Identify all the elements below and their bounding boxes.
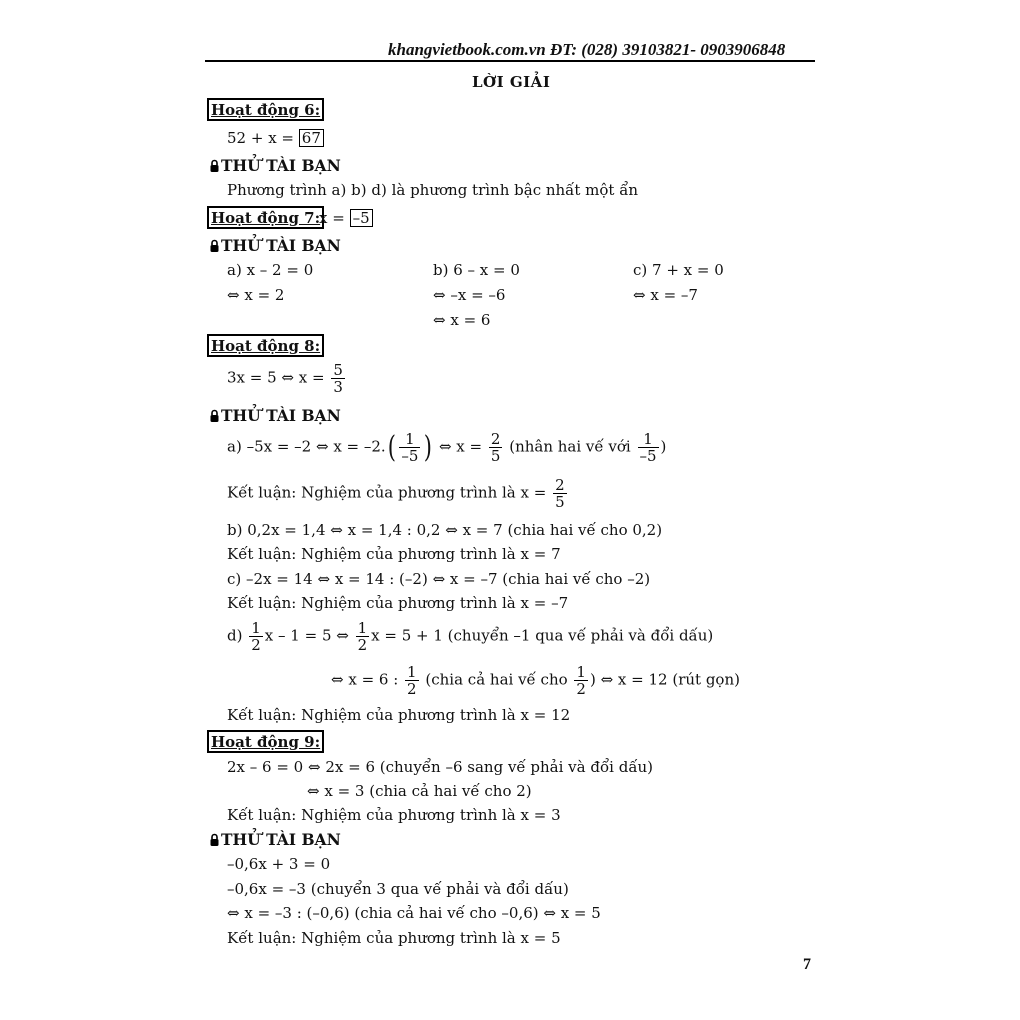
fraction bbox=[553, 477, 567, 510]
activity-9-heading bbox=[207, 730, 324, 753]
try-3-a bbox=[227, 431, 666, 464]
denominator: 5 bbox=[555, 493, 565, 511]
try-3-d-pre: d) bbox=[227, 626, 243, 645]
activity-6-eq: 52 + x = bbox=[227, 129, 294, 147]
activity-8-equation bbox=[227, 362, 347, 395]
try-4-conclusion: Kết luận: Nghiệm của phương trình là x = 5 bbox=[227, 929, 561, 947]
try-2-c1: c) 7 + x = 0 bbox=[633, 261, 724, 279]
try-heading-3 bbox=[210, 406, 341, 425]
try-heading-label: THỬ TÀI BẠN bbox=[221, 156, 341, 175]
try-2-a2: ⇔ x = 2 bbox=[227, 286, 285, 304]
header-contact: khangvietbook.com.vn ĐT: (028) 39103821- 0903906848 bbox=[388, 40, 786, 59]
activity-9-conclusion: Kết luận: Nghiệm của phương trình là x = 3 bbox=[227, 806, 561, 824]
try-2-b3: ⇔ x = 6 bbox=[433, 311, 491, 329]
activity-6-equation bbox=[227, 128, 324, 148]
try-2-b2: ⇔ –x = –6 bbox=[433, 286, 506, 304]
denominator: 2 bbox=[357, 636, 368, 654]
try-4-line-1: –0,6x + 3 = 0 bbox=[227, 855, 331, 873]
numerator: 1 bbox=[357, 619, 368, 637]
fraction bbox=[356, 620, 370, 653]
denominator: 2 bbox=[576, 680, 586, 698]
try-heading-label: THỬ TÀI BẠN bbox=[221, 236, 341, 255]
try-3-c-conclusion: Kết luận: Nghiệm của phương trình là x = –7 bbox=[227, 594, 569, 612]
try-3-a-mid: ⇔ x = bbox=[438, 437, 483, 456]
try-3-c: c) –2x = 14 ⇔ x = 14 : (–2) ⇔ x = –7 (chia hai vế cho –2) bbox=[227, 570, 651, 588]
lock-icon bbox=[210, 409, 219, 422]
fraction bbox=[249, 620, 263, 653]
fraction bbox=[489, 431, 503, 464]
activity-7-equation bbox=[319, 208, 373, 228]
denominator: 2 bbox=[251, 636, 261, 654]
try-3-b: b) 0,2x = 1,4 ⇔ x = 1,4 : 0,2 ⇔ x = 7 (chia hai vế cho 0,2) bbox=[227, 521, 663, 539]
activity-7-eq: x = bbox=[319, 209, 345, 227]
fraction bbox=[405, 664, 419, 697]
activity-8-eq: 3x = 5 ⇔ x = bbox=[227, 368, 325, 387]
fraction bbox=[574, 664, 588, 697]
try-heading-2 bbox=[210, 236, 341, 255]
numerator: 1 bbox=[251, 619, 261, 637]
page-number: 7 bbox=[803, 956, 811, 973]
try-3-d2-mid: (chia cả hai vế cho bbox=[425, 670, 568, 689]
open-paren: ( bbox=[387, 429, 396, 465]
denominator: 3 bbox=[333, 378, 343, 396]
try-3-a-close: ) bbox=[660, 437, 667, 456]
try-3-d-post: x = 5 + 1 (chuyển –1 qua vế phải và đổi dấu) bbox=[371, 626, 714, 645]
activity-7-answer: –5 bbox=[350, 209, 373, 227]
fraction bbox=[399, 431, 420, 464]
try-3-a-pre: a) –5x = –2 ⇔ x = –2. bbox=[227, 437, 386, 456]
numerator: 5 bbox=[333, 361, 343, 379]
try-3-d2-post: ) ⇔ x = 12 (rút gọn) bbox=[589, 670, 740, 689]
numerator: 1 bbox=[576, 663, 586, 681]
try-heading-4 bbox=[210, 830, 341, 849]
lock-icon bbox=[210, 159, 219, 172]
try-3-b-conclusion: Kết luận: Nghiệm của phương trình là x = 7 bbox=[227, 545, 561, 563]
activity-8-label: Hoạt động 8: bbox=[211, 337, 321, 355]
activity-7-label: Hoạt động 7: bbox=[211, 209, 321, 227]
conclusion-text: Kết luận: Nghiệm của phương trình là x = bbox=[227, 483, 547, 502]
activity-8-heading bbox=[207, 334, 324, 357]
try-heading-label: THỬ TÀI BẠN bbox=[221, 406, 341, 425]
activity-6-answer: 67 bbox=[299, 129, 324, 147]
try-2-c2: ⇔ x = –7 bbox=[633, 286, 698, 304]
try-heading-1 bbox=[210, 156, 341, 175]
try-3-a-conclusion bbox=[227, 477, 569, 510]
try-3-d-conclusion: Kết luận: Nghiệm của phương trình là x = 12 bbox=[227, 706, 571, 724]
numerator: 2 bbox=[555, 476, 565, 494]
lock-icon bbox=[210, 833, 219, 846]
try-3-a-post: (nhân hai vế với bbox=[509, 437, 631, 456]
numerator: 1 bbox=[405, 430, 415, 448]
try-3-d bbox=[227, 620, 713, 653]
activity-6-label: Hoạt động 6: bbox=[211, 101, 321, 119]
page-title: LỜI GIẢI bbox=[472, 73, 551, 91]
try-4-line-2: –0,6x = –3 (chuyển 3 qua vế phải và đổi dấu) bbox=[227, 880, 569, 898]
header-rule bbox=[205, 60, 815, 62]
denominator: –5 bbox=[401, 447, 419, 465]
close-paren: ) bbox=[424, 429, 433, 465]
try-3-d-mid: x – 1 = 5 ⇔ bbox=[264, 626, 349, 645]
activity-9-line-2: ⇔ x = 3 (chia cả hai vế cho 2) bbox=[307, 782, 532, 800]
numerator: 2 bbox=[490, 430, 501, 448]
try-3-d-step2 bbox=[331, 664, 740, 697]
lock-icon bbox=[210, 239, 219, 252]
numerator: 1 bbox=[643, 430, 653, 448]
denominator: 5 bbox=[490, 447, 501, 465]
activity-6-heading bbox=[207, 98, 324, 121]
try-2-b1: b) 6 – x = 0 bbox=[433, 261, 520, 279]
try-1-text: Phương trình a) b) d) là phương trình bậc nhất một ẩn bbox=[227, 181, 639, 199]
activity-9-label: Hoạt động 9: bbox=[211, 733, 321, 751]
numerator: 1 bbox=[407, 663, 417, 681]
denominator: –5 bbox=[639, 447, 657, 465]
activity-7-heading bbox=[207, 206, 324, 229]
fraction bbox=[331, 362, 345, 395]
activity-9-line-1: 2x – 6 = 0 ⇔ 2x = 6 (chuyển –6 sang vế phải và đổi dấu) bbox=[227, 758, 654, 776]
denominator: 2 bbox=[407, 680, 417, 698]
try-heading-label: THỬ TÀI BẠN bbox=[221, 830, 341, 849]
try-3-d2-pre: ⇔ x = 6 : bbox=[331, 670, 399, 689]
try-2-a1: a) x – 2 = 0 bbox=[227, 261, 314, 279]
fraction bbox=[638, 431, 659, 464]
try-4-line-3: ⇔ x = –3 : (–0,6) (chia cả hai vế cho –0,6) ⇔ x = 5 bbox=[227, 904, 601, 922]
